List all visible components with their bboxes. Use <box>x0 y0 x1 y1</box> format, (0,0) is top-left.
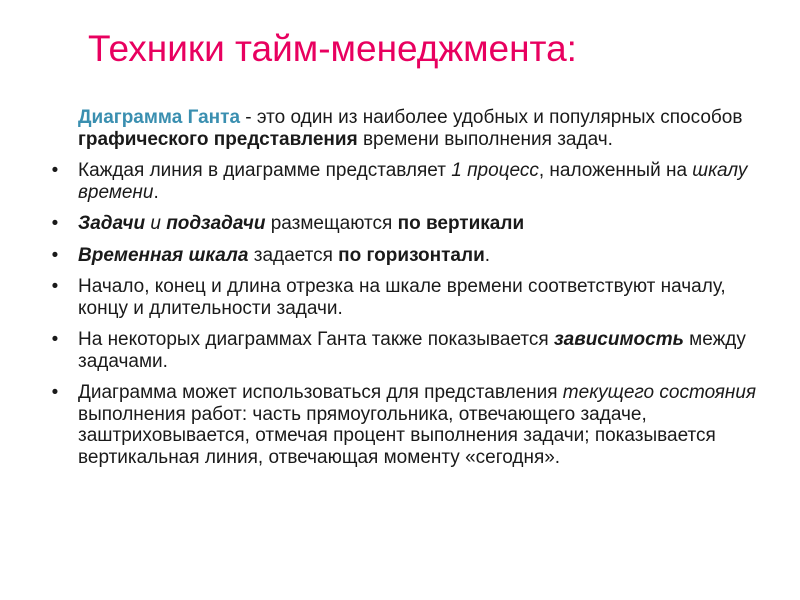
bullet-item-horizontal: • Временная шкала задается по горизонтали. <box>78 245 768 267</box>
bullet-icon: • <box>51 160 59 181</box>
bullet-icon: • <box>51 276 59 297</box>
gantt-term: Диаграмма Ганта <box>78 107 241 128</box>
slide-title: Техники тайм-менеджмента: <box>88 28 577 69</box>
bullet-icon: • <box>51 382 59 403</box>
bullet-item-status: • Диаграмма может использоваться для представления текущего состояния выполнения работ: часть прямоугольника, отвечающего задаче, заштриховывается, отмечая процент выполнения задачи; показывается вертикальная линия, отвечающая моменту «сегодня». <box>78 382 768 468</box>
bullet-item-lines: • Каждая линия в диаграмме представляет 1 процесс, наложенный на шкалу времени. <box>78 160 768 203</box>
bullet-item-segment: • Начало, конец и длина отрезка на шкале времени соответствуют началу, концу и длительности задачи. <box>78 276 768 319</box>
bullet-icon: • <box>51 244 59 266</box>
slide-body <box>51 107 768 478</box>
bullet-item-dependency: • На некоторых диаграммах Ганта также показывается зависимость между задачами. <box>78 329 768 372</box>
intro-paragraph: Диаграмма Ганта - это один из наиболее удобных и популярных способов графического представления времени выполнения задач. <box>78 107 743 150</box>
bullet-icon: • <box>51 329 59 350</box>
bullet-icon: • <box>51 213 59 234</box>
bullet-item-vertical: • Задачи и подзадачи размещаются по вертикали <box>78 213 768 235</box>
